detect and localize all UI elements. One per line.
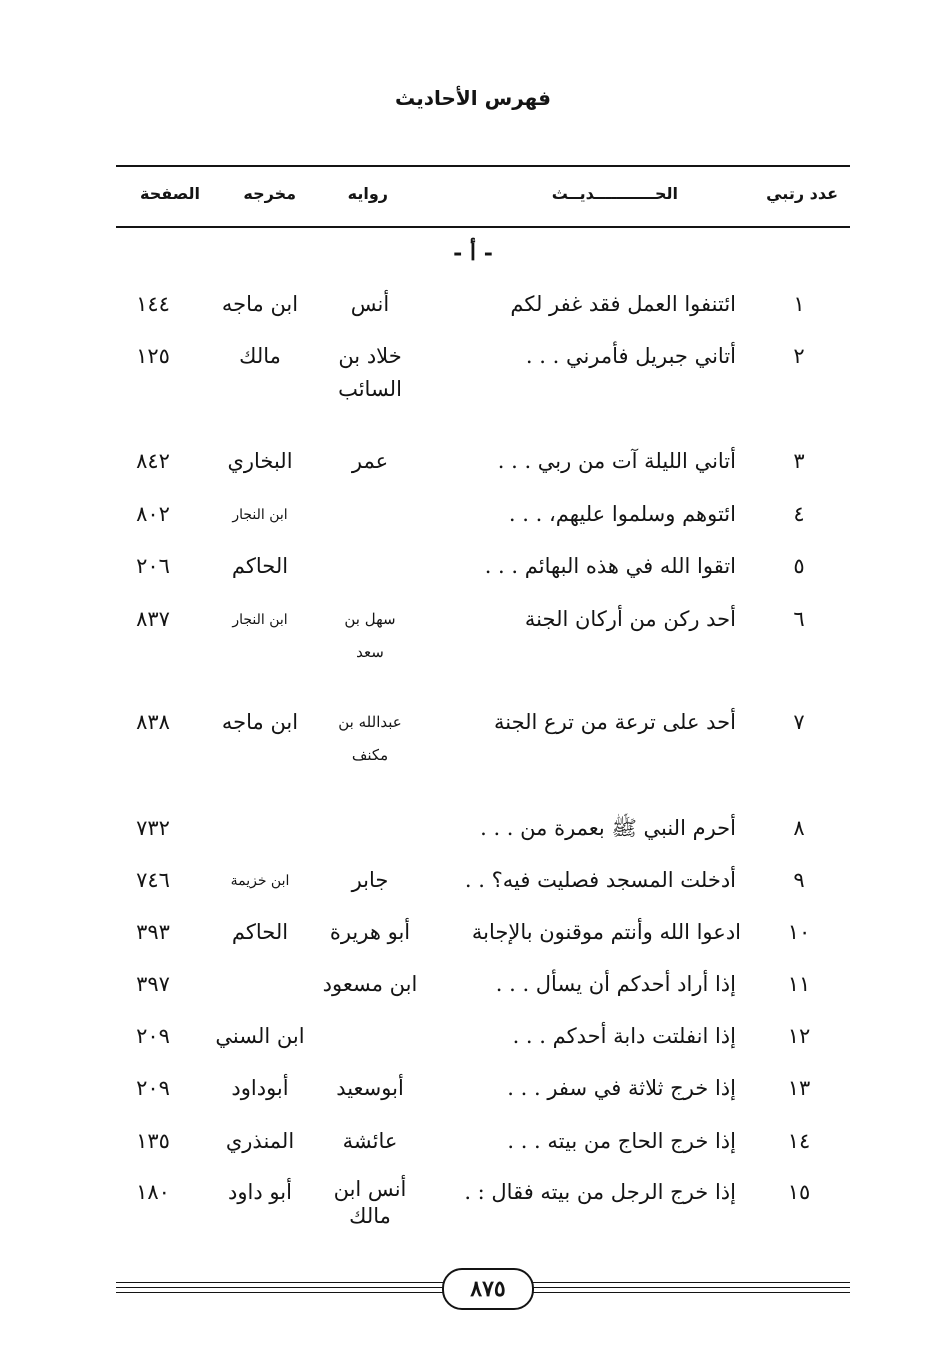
page-ref: ٢٠٦ — [136, 554, 170, 578]
page-ref: ١٢٥ — [136, 344, 170, 368]
hadith-text: أتاني الليلة آت من ربي . . . — [497, 449, 736, 473]
narrator: ابن مسعود — [322, 972, 418, 996]
header-narrator: روايه — [347, 184, 388, 203]
source: مالك — [239, 344, 281, 368]
hadith-text: ائتنفوا العمل فقد غفر لكم — [510, 292, 736, 316]
row-number: ١ — [793, 292, 805, 316]
source: ابن النجار — [232, 612, 288, 628]
page-ref: ١٨٠ — [136, 1180, 170, 1204]
row-number: ١٥ — [787, 1180, 811, 1204]
source: أبوداود — [231, 1076, 289, 1100]
narrator: عمر — [351, 449, 389, 473]
header-top-rule — [116, 165, 850, 167]
hadith-text: أتاني جبريل فأمرني . . . — [525, 344, 736, 368]
page-ref: ٨٣٨ — [136, 710, 170, 734]
source: ابن السني — [215, 1024, 305, 1048]
page-ref: ٨٤٢ — [136, 449, 170, 473]
row-number: ٩ — [793, 868, 805, 892]
table-header — [0, 176, 946, 216]
table-row — [0, 1072, 946, 1120]
page-ref: ٨٣٧ — [136, 607, 170, 631]
source: البخاري — [227, 449, 293, 473]
row-number: ٢ — [793, 344, 805, 368]
narrator: أنس ابن مالك — [333, 1177, 407, 1229]
source: ابن النجار — [232, 507, 288, 523]
table-row — [0, 603, 946, 661]
narrator: أنس — [350, 292, 390, 316]
narrator: سهل بن سعد — [344, 610, 396, 661]
narrator: جابر — [351, 868, 389, 892]
table-row — [0, 1176, 946, 1229]
section-letter: - أ - — [453, 240, 493, 266]
source: الحاكم — [231, 920, 289, 944]
hadith-text: أحد على ترعة من ترع الجنة — [493, 710, 736, 734]
table-row — [0, 498, 946, 546]
hadith-text: إذا خرج الرجل من بيته فقال : . — [464, 1180, 736, 1204]
hadith-text: إذا انفلتت دابة أحدكم . . . — [512, 1024, 736, 1048]
narrator: خلاد بن السائب — [338, 344, 402, 401]
source: أبو داود — [228, 1180, 292, 1204]
table-row — [0, 288, 946, 336]
page-title: فهرس الأحاديث — [395, 86, 551, 110]
row-number: ٣ — [793, 449, 805, 473]
hadith-text: اتقوا الله في هذه البهائم . . . — [484, 554, 736, 578]
row-number: ١٣ — [787, 1076, 811, 1100]
table-row — [0, 864, 946, 912]
header-source: مخرجه — [243, 184, 296, 203]
table-row — [0, 706, 946, 764]
header-bottom-rule — [116, 226, 850, 228]
header-page: الصفحة — [139, 184, 200, 203]
page-ref: ٢٠٩ — [136, 1024, 170, 1048]
table-row — [0, 916, 946, 964]
source: ابن ماجه — [221, 710, 299, 734]
row-number: ١٤ — [787, 1129, 811, 1153]
hadith-text: إذا خرج الحاج من بيته . . . — [507, 1129, 736, 1153]
source: المنذري — [225, 1129, 295, 1153]
header-hadith: الحـــــــــــديــث — [551, 184, 678, 203]
row-number: ١٢ — [787, 1024, 811, 1048]
row-number: ٦ — [793, 607, 805, 631]
hadith-text: ادعوا الله وأنتم موقنون بالإجابة — [471, 920, 741, 944]
row-number: ٤ — [793, 502, 805, 526]
table-row — [0, 445, 946, 493]
page-ref: ٨٠٢ — [136, 502, 170, 526]
page-ref: ١٣٥ — [136, 1129, 170, 1153]
hadith-text: أدخلت المسجد فصليت فيه؟ . . — [464, 868, 736, 892]
page-ref: ٧٣٢ — [136, 816, 170, 840]
table-row — [0, 968, 946, 1016]
page-ref: ١٤٤ — [136, 292, 170, 316]
row-number: ٨ — [793, 816, 805, 840]
row-number: ٥ — [793, 554, 805, 578]
hadith-text: إذا خرج ثلاثة في سفر . . . — [507, 1076, 736, 1100]
narrator: عائشة — [342, 1129, 398, 1153]
source: ابن خزيمة — [230, 873, 290, 889]
source: الحاكم — [231, 554, 289, 578]
narrator: عبدالله بن مكنف — [338, 713, 402, 764]
page-ref: ٣٩٧ — [136, 972, 170, 996]
table-row — [0, 550, 946, 598]
hadith-text: إذا أراد أحدكم أن يسأل . . . — [495, 972, 736, 996]
page-number-badge: ٨٧٥ — [442, 1268, 534, 1310]
narrator: أبوسعيد — [336, 1076, 404, 1100]
page-ref: ٣٩٣ — [136, 920, 170, 944]
row-number: ١٠ — [787, 920, 811, 944]
row-number: ١١ — [787, 972, 811, 996]
page-ref: ٢٠٩ — [136, 1076, 170, 1100]
table-row — [0, 340, 946, 401]
table-row — [0, 1125, 946, 1173]
header-num: عدد رتبي — [766, 184, 838, 203]
table-row — [0, 812, 946, 860]
source: ابن ماجه — [221, 292, 299, 316]
row-number: ٧ — [793, 710, 805, 734]
page-ref: ٧٤٦ — [136, 868, 170, 892]
narrator: أبو هريرة — [329, 920, 411, 944]
hadith-text: ائتوهم وسلموا عليهم، . . . — [508, 502, 736, 526]
table-row — [0, 1020, 946, 1068]
hadith-text: أحرم النبي ﷺ بعمرة من . . . — [480, 816, 736, 840]
hadith-text: أحد ركن من أركان الجنة — [524, 607, 736, 631]
